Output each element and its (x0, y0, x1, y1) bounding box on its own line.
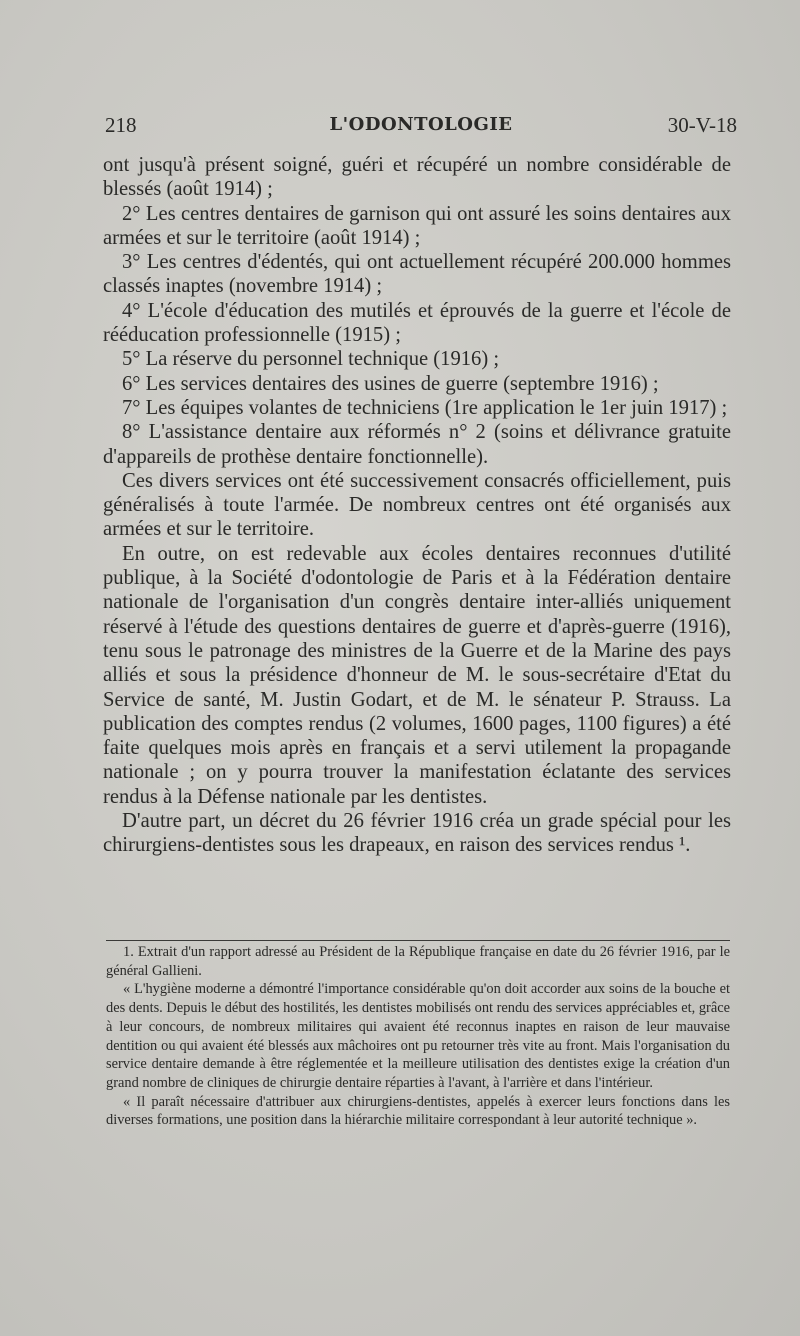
paragraph: 5° La réserve du personnel technique (1916) ; (122, 348, 500, 371)
paragraph: D'autre part, un décret du 26 février 1916 créa un grade spécial pour les chirurgiens-dentistes sous les drapeaux, en raison des services rendus ¹. (103, 810, 731, 857)
paragraph: 8° L'assistance dentaire aux réformés n° 2 (soins et délivrance gratuite d'appareils de prothèse dentaire fonctionnelle). (103, 421, 731, 468)
page-header (105, 113, 737, 143)
footnote: 1. Extrait d'un rapport adressé au Président de la République française en date du 26 février 1916, par le général Gallieni. (106, 944, 730, 979)
footnote: « L'hygiène moderne a démontré l'importance considérable qu'on doit accorder aux soins de la bouche et des dents. Depuis le début des hostilités, les dentistes mobilisés ont rendu des services appréciables et, grâce à leur concours, de nombreux militaires qui avaient été reconnus inaptes en raison de leur mauvaise dentition ou qui avaient été blessés aux mâchoires ont pu retourner très vite au front. Mais l'organisation du service dentaire demande à être réglementée et la meilleure utilisation des dentistes exige la création d'un grand nombre de cliniques de chirurgie dentaire réparties à l'avant, à l'arrière et dans l'intérieur. (106, 981, 730, 1091)
paragraph: 4° L'école d'éducation des mutilés et éprouvés de la guerre et l'école de rééducation professionnelle (1915) ; (103, 299, 731, 347)
footnote: « Il paraît nécessaire d'attribuer aux chirurgiens-dentistes, appelés à exercer leurs fonctions dans les diverses formations, une position dans la hiérarchie militaire correspondant à leur autorité technique ». (106, 1093, 730, 1129)
page-number: 218 (105, 113, 137, 137)
paragraph: 2° Les centres dentaires de garnison qui ont assuré les soins dentaires aux armées et sur le territoire (août 1914) ; (103, 202, 731, 249)
paragraph: En outre, on est redevable aux écoles dentaires reconnues d'utilité publique, à la Société d'odontologie de Paris et à la Fédération dentaire nationale de l'organisation d'un congrès dentaire inter-alliés uniquement réservé à l'étude des questions dentaires de guerre et d'après-guerre (1916), tenu sous le patronage des ministres de la Guerre et de la Marine des pays alliés et sous la présidence d'honneur de M. le sous-secrétaire d'Etat du Service de santé, M. Justin Godart, et de M. le sénateur P. Strauss. La publication des comptes rendus (2 volumes, 1600 pages, 1100 figures) a été faite quelques mois après en français et a servi utilement la propagande nationale ; on y pourra trouver la manifestation éclatante des services rendus à la Défense nationale par les dentistes. (103, 542, 731, 808)
issue-date: 30-V-18 (667, 113, 737, 137)
paragraph: Ces divers services ont été successivement consacrés officiellement, puis généralisés à toute l'armée. De nombreux centres ont été organisés aux armées et sur le territoire. (103, 469, 731, 541)
body-text (103, 153, 731, 858)
paragraph: 3° Les centres d'édentés, qui ont actuellement récupéré 200.000 hommes classés inaptes (novembre 1914) ; (103, 251, 731, 298)
journal-title: L'ODONTOLOGIE (329, 114, 513, 135)
footnotes (106, 940, 730, 1130)
paragraph: 7° Les équipes volantes de techniciens (1re application le 1er juin 1917) ; (122, 396, 728, 419)
paragraph: 6° Les services dentaires des usines de guerre (septembre 1916) ; (122, 372, 659, 395)
paragraph: ont jusqu'à présent soigné, guéri et récupéré un nombre considérable de blessés (août 1914) ; (103, 154, 731, 201)
